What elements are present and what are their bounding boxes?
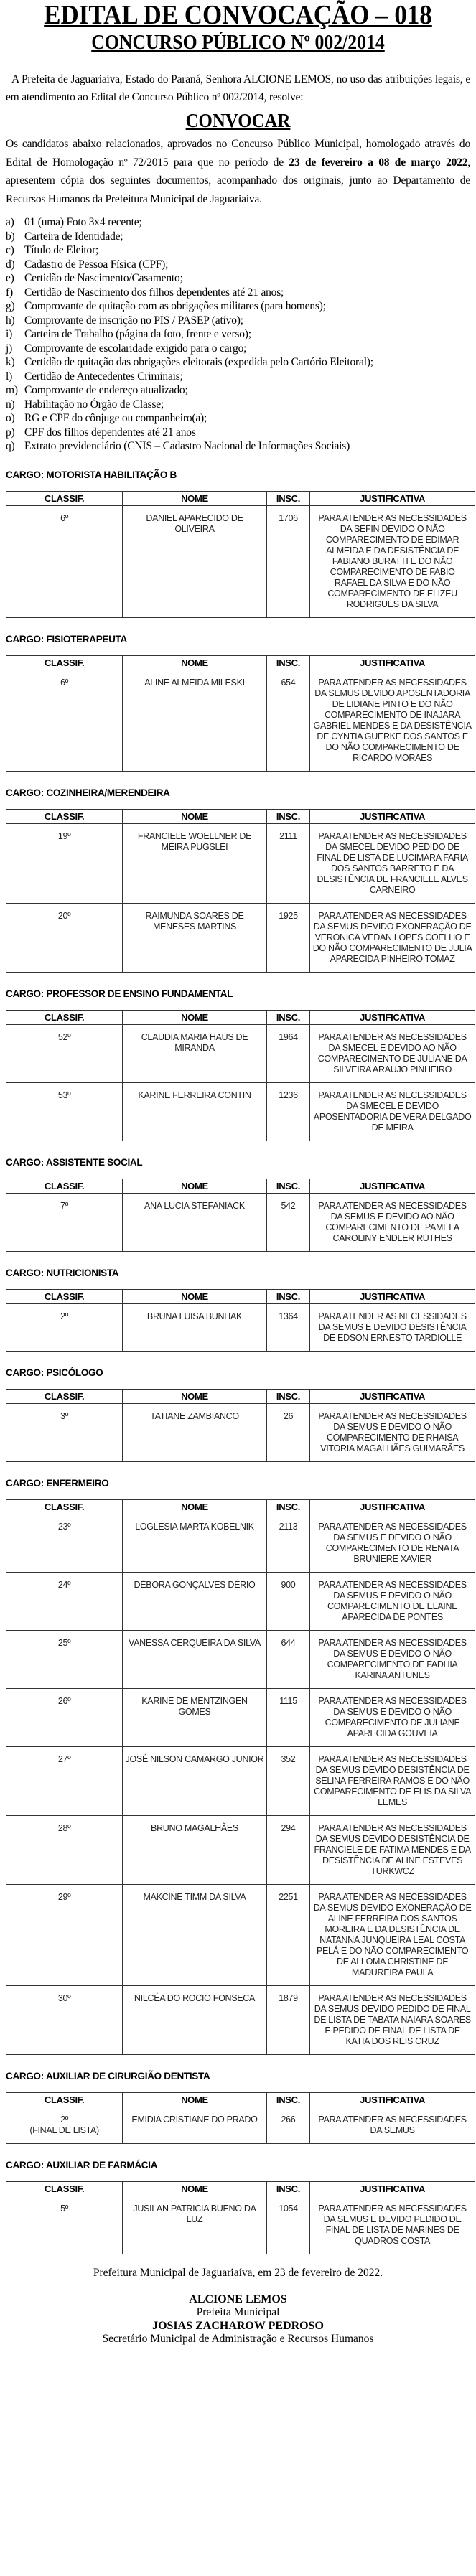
cell-justificativa: PARA ATENDER AS NECESSIDADES DA SMECEL E DEVIDO AO NÃO COMPARECIMENTO DE JULIANE DA SILVEIRA ARAUJO PINHEIRO — [310, 1024, 475, 1082]
document-title: EDITAL DE CONVOCAÇÃO – 018 — [44, 0, 432, 30]
classif-value: 26º — [57, 1695, 71, 1706]
candidates-table — [6, 1499, 475, 2055]
table-row — [6, 1985, 475, 2054]
document-item-letter: l) — [6, 370, 13, 383]
cell-nome: VANESSA CERQUEIRA DA SILVA — [123, 1630, 267, 1688]
document-item-letter: k) — [6, 356, 15, 368]
document-item-letter: p) — [6, 426, 15, 439]
classif-value: 20º — [57, 910, 71, 921]
intro-paragraph: A Prefeita de Jaguariaíva, Estado do Paraná, Senhora ALCIONE LEMOS, no uso das atribuições legais, e em atendimento ao Edital de Concurso Público nº 002/2014, resolve: — [6, 73, 470, 103]
cell-nome: BRUNA LUISA BUNHAK — [123, 1303, 267, 1351]
document-item — [6, 299, 476, 314]
document-item-text: Cadastro de Pessoa Física (CPF); — [24, 258, 169, 271]
header-nome: NOME — [123, 2181, 267, 2196]
header-insc: INSC. — [266, 2181, 309, 2196]
table-header-row — [6, 2092, 475, 2107]
header-insc: INSC. — [266, 1179, 309, 1193]
document-item — [6, 327, 476, 342]
table-header-row — [6, 655, 475, 670]
cell-classif — [6, 2196, 123, 2254]
cell-classif — [6, 823, 123, 903]
cell-insc: 1364 — [266, 1303, 309, 1351]
header-justificativa: JUSTIFICATIVA — [310, 1499, 475, 1514]
document-item-letter: n) — [6, 398, 15, 411]
candidates-table — [6, 2181, 475, 2254]
classif-value: 3º — [60, 1410, 69, 1421]
header-justificativa: JUSTIFICATIVA — [310, 809, 475, 823]
classif-value: 6º — [60, 512, 69, 523]
header-justificativa: JUSTIFICATIVA — [310, 491, 475, 505]
document-item — [6, 355, 476, 370]
convocar-heading: CONVOCAR — [185, 110, 291, 131]
header-classif: CLASSIF. — [6, 809, 123, 823]
classif-value: 23º — [57, 1521, 71, 1532]
cell-insc: 644 — [266, 1630, 309, 1688]
header-nome: NOME — [123, 1179, 267, 1193]
table-header-row — [6, 1010, 475, 1024]
cell-nome: ANA LUCIA STEFANIACK — [123, 1193, 267, 1251]
header-insc: INSC. — [266, 1389, 309, 1403]
cell-insc: 352 — [266, 1746, 309, 1815]
document-item-letter: m) — [6, 384, 18, 396]
cell-classif — [6, 505, 123, 617]
cell-justificativa: PARA ATENDER AS NECESSIDADES DA SEMUS DEVIDO DESISTÊNCIA DE FRANCIELE DE FATIMA MENDES E DA DESISTÊNCIA DE ALINE ESTEVES TURKWCZ — [310, 1815, 475, 1884]
candidates-table — [6, 491, 475, 618]
document-item — [6, 243, 476, 258]
table-row — [6, 823, 475, 903]
paragraph-text-after: , apresentem cópia dos seguintes documentos, acompanhado dos originais, junto ao Departamento de Recursos Humanos da Prefeitura Municipal de Jaguariaíva. — [6, 156, 470, 205]
paragraph-period: 23 de fevereiro a 08 de março 2022 — [289, 156, 468, 169]
table-row — [6, 1303, 475, 1351]
table-row — [6, 670, 475, 771]
header-nome: NOME — [123, 491, 267, 505]
header-insc: INSC. — [266, 2092, 309, 2107]
cell-justificativa: PARA ATENDER AS NECESSIDADES DA SEMUS DEVIDO EXONERAÇÃO DE VERONICA VEDAN LOPES COELHO E DO NÃO COMPARECIMENTO DE JULIA APARECIDA PINHEIRO TOMAZ — [310, 903, 475, 972]
signer2-role: Secretário Municipal de Administração e Recursos Humanos — [102, 2333, 374, 2345]
cell-insc: 2251 — [266, 1884, 309, 1985]
cell-justificativa: PARA ATENDER AS NECESSIDADES DA SMECEL E DEVIDO APOSENTADORIA DE VERA DELGADO DE MEIRA — [310, 1082, 475, 1141]
header-insc: INSC. — [266, 809, 309, 823]
classif-value: 27º — [57, 1753, 71, 1764]
table-header-row — [6, 809, 475, 823]
document-item-text: Título de Eleitor; — [24, 244, 99, 256]
table-header-row — [6, 2181, 475, 2196]
cell-insc: 1054 — [266, 2196, 309, 2254]
cell-classif — [6, 670, 123, 771]
document-item-text: Certidão de Nascimento dos filhos dependentes até 21 anos; — [24, 286, 284, 299]
cell-classif — [6, 1303, 123, 1351]
signer1-role: Prefeita Municipal — [196, 2306, 280, 2318]
cell-insc: 542 — [266, 1193, 309, 1251]
cell-nome: FRANCIELE WOELLNER DE MEIRA PUGSLEI — [123, 823, 267, 903]
cell-classif — [6, 1985, 123, 2054]
classif-value: 6º — [60, 677, 69, 688]
table-row — [6, 1630, 475, 1688]
cell-nome: MAKCINE TIMM DA SILVA — [123, 1884, 267, 1985]
cell-classif — [6, 1884, 123, 1985]
cell-nome: DANIEL APARECIDO DE OLIVEIRA — [123, 505, 267, 617]
cargo-heading: CARGO: NUTRICIONISTA — [6, 1267, 119, 1278]
document-item-text: Certidão de quitação das obrigações eleitorais (expedida pelo Cartório Eleitoral); — [24, 356, 373, 368]
header-insc: INSC. — [266, 491, 309, 505]
cargo-heading: CARGO: ENFERMEIRO — [6, 1477, 109, 1489]
cell-nome: DÉBORA GONÇALVES DÉRIO — [123, 1572, 267, 1630]
documents-list — [6, 215, 476, 454]
header-classif: CLASSIF. — [6, 2092, 123, 2107]
cell-justificativa: PARA ATENDER AS NECESSIDADES DA SEMUS E DEVIDO DESISTÊNCIA DE EDSON ERNESTO TARDIOLLE — [310, 1303, 475, 1351]
document-item-text: Comprovante de quitação com as obrigações militares (para homens); — [24, 300, 326, 312]
classif-value: 7º — [60, 1200, 69, 1211]
table-row — [6, 1403, 475, 1461]
document-item-letter: q) — [6, 440, 15, 452]
cell-classif — [6, 903, 123, 972]
header-nome: NOME — [123, 1389, 267, 1403]
classif-value: 53º — [57, 1090, 71, 1100]
cell-classif — [6, 1024, 123, 1082]
cargo-heading: CARGO: AUXILIAR DE FARMÁCIA — [6, 2159, 158, 2170]
table-header-row — [6, 1179, 475, 1193]
cell-classif — [6, 1630, 123, 1688]
header-classif: CLASSIF. — [6, 1389, 123, 1403]
cell-classif — [6, 1403, 123, 1461]
document-item-letter: g) — [6, 300, 15, 312]
cell-classif — [6, 1193, 123, 1251]
document-item-text: Comprovante de escolaridade exigido para o cargo; — [24, 342, 247, 355]
document-item — [6, 258, 476, 272]
document-item-letter: i) — [6, 328, 13, 340]
cargo-heading: CARGO: PSICÓLOGO — [6, 1367, 103, 1378]
document-item-text: Comprovante de inscrição no PIS / PASEP (ativo); — [24, 314, 243, 327]
cell-justificativa: PARA ATENDER AS NECESSIDADES DA SEMUS DEVIDO APOSENTADORIA DE LIDIANE PINTO E DO NÃO COMPARECIMENTO DE INAJARA GABRIEL MENDES E DA DESISTÊNCIA DE CYNTIA GUERKE DOS SANTOS E DO NÃO COMPARECIMENTO DE RICARDO MORAES — [310, 670, 475, 771]
header-justificativa: JUSTIFICATIVA — [310, 1389, 475, 1403]
table-row — [6, 1082, 475, 1141]
cell-classif — [6, 1815, 123, 1884]
cargo-heading: CARGO: MOTORISTA HABILITAÇÃO B — [6, 469, 177, 480]
header-justificativa: JUSTIFICATIVA — [310, 1289, 475, 1303]
table-row — [6, 2196, 475, 2254]
table-header-row — [6, 1389, 475, 1403]
footer — [0, 2266, 476, 2346]
document-item-letter: j) — [6, 342, 13, 355]
header-nome: NOME — [123, 1010, 267, 1024]
classif-value: 30º — [57, 1992, 71, 2003]
cell-nome: KARINE DE MENTZINGEN GOMES — [123, 1688, 267, 1746]
header-nome: NOME — [123, 655, 267, 670]
cell-insc: 1706 — [266, 505, 309, 617]
header-nome: NOME — [123, 2092, 267, 2107]
cargo-heading: CARGO: AUXILIAR DE CIRURGIÃO DENTISTA — [6, 2070, 210, 2081]
cell-justificativa: PARA ATENDER AS NECESSIDADES DA SEMUS E DEVIDO O NÃO COMPARECIMENTO DE RENATA BRUNIERE XAVIER — [310, 1514, 475, 1572]
cell-justificativa: PARA ATENDER AS NECESSIDADES DA SEMUS DEVIDO PEDIDO DE FINAL DE LISTA DE TABATA NAIARA SOARES E PEDIDO DE FINAL DE LISTA DE KATIA DOS REIS CRUZ — [310, 1985, 475, 2054]
cell-insc: 1925 — [266, 903, 309, 972]
classif-value: 25º — [57, 1637, 71, 1648]
signer2-name: JOSIAS ZACHAROW PEDROSO — [152, 2319, 324, 2332]
table-row — [6, 1193, 475, 1251]
cell-classif — [6, 1746, 123, 1815]
signer1-name: ALCIONE LEMOS — [189, 2292, 287, 2305]
cell-classif — [6, 1688, 123, 1746]
header-nome: NOME — [123, 1499, 267, 1514]
table-row — [6, 903, 475, 972]
document-item-text: Extrato previdenciário (CNIS – Cadastro Nacional de Informações Sociais) — [24, 440, 350, 452]
cell-insc: 1236 — [266, 1082, 309, 1141]
document-item-text: Carteira de Identidade; — [24, 230, 123, 243]
cell-justificativa: PARA ATENDER AS NECESSIDADES DA SEMUS E DEVIDO O NÃO COMPARECIMENTO DE RHAISA VITORIA MAGALHÃES GUIMARÃES — [310, 1403, 475, 1461]
classif-value: 19º — [57, 830, 71, 841]
paragraph-text-before: Os candidatos abaixo relacionados, aprovados no Concurso Público Municipal, homologado através do Edital de Homologação nº 72/2015 para que no período de — [6, 138, 470, 169]
document-item — [6, 439, 476, 454]
cell-insc: 2111 — [266, 823, 309, 903]
header-insc: INSC. — [266, 655, 309, 670]
cell-nome: EMIDIA CRISTIANE DO PRADO — [123, 2107, 267, 2143]
classif-value: 2º — [60, 1311, 69, 1321]
table-header-row — [6, 1499, 475, 1514]
cell-classif — [6, 1572, 123, 1630]
header-justificativa: JUSTIFICATIVA — [310, 2181, 475, 2196]
candidates-table — [6, 1289, 475, 1352]
header-justificativa: JUSTIFICATIVA — [310, 655, 475, 670]
header-insc: INSC. — [266, 1499, 309, 1514]
document-item-text: CPF dos filhos dependentes até 21 anos — [24, 426, 196, 439]
cell-justificativa: PARA ATENDER AS NECESSIDADES DA SEMUS — [310, 2107, 475, 2143]
cell-insc: 900 — [266, 1572, 309, 1630]
cell-justificativa: PARA ATENDER AS NECESSIDADES DA SEMUS E DEVIDO PEDIDO DE FINAL DE LISTA DE MARINES DE QUADROS COSTA — [310, 2196, 475, 2254]
header-classif: CLASSIF. — [6, 491, 123, 505]
header-classif: CLASSIF. — [6, 655, 123, 670]
header-insc: INSC. — [266, 1010, 309, 1024]
cargo-heading: CARGO: FISIOTERAPEUTA — [6, 633, 127, 645]
document-item-letter: f) — [6, 286, 13, 299]
document-item — [6, 383, 476, 398]
header-nome: NOME — [123, 1289, 267, 1303]
document-item — [6, 286, 476, 300]
cell-nome: TATIANE ZAMBIANCO — [123, 1403, 267, 1461]
header-justificativa: JUSTIFICATIVA — [310, 1179, 475, 1193]
document-item-letter: h) — [6, 314, 15, 327]
classif-value: 2º — [60, 2114, 69, 2125]
document-item-text: RG e CPF do cônjuge ou companheiro(a); — [24, 412, 207, 424]
candidates-table — [6, 655, 475, 772]
document-item-letter: o) — [6, 412, 15, 424]
cargos-section — [0, 469, 476, 2254]
cell-nome: ALINE ALMEIDA MILESKI — [123, 670, 267, 771]
header-classif: CLASSIF. — [6, 2181, 123, 2196]
candidates-table — [6, 2092, 475, 2144]
document-item-letter: e) — [6, 272, 14, 284]
document-item — [6, 370, 476, 384]
cargo-heading: CARGO: COZINHEIRA/MERENDEIRA — [6, 787, 170, 798]
document-item-letter: a) — [6, 216, 14, 228]
cell-justificativa: PARA ATENDER AS NECESSIDADES DA SEMUS E DEVIDO O NÃO COMPARECIMENTO DE FADHIA KARINA ANTUNES — [310, 1630, 475, 1688]
cell-nome: NILCÉA DO ROCIO FONSECA — [123, 1985, 267, 2054]
cell-nome: KARINE FERREIRA CONTIN — [123, 1082, 267, 1141]
cargo-heading: CARGO: PROFESSOR DE ENSINO FUNDAMENTAL — [6, 988, 233, 999]
document-item — [6, 230, 476, 244]
table-row — [6, 1024, 475, 1082]
document-subtitle: CONCURSO PÚBLICO Nº 002/2014 — [91, 32, 385, 54]
classif-value: 52º — [57, 1031, 71, 1042]
document-item-text: Habilitação no Órgão de Classe; — [24, 398, 164, 411]
cell-insc: 654 — [266, 670, 309, 771]
document-item-text: Carteira de Trabalho (página da foto, frente e verso); — [24, 328, 251, 340]
document-item-letter: b) — [6, 230, 15, 243]
table-row — [6, 2107, 475, 2143]
header-classif: CLASSIF. — [6, 1179, 123, 1193]
classif-value: 29º — [57, 1891, 71, 1902]
cell-insc: 1115 — [266, 1688, 309, 1746]
table-row — [6, 505, 475, 617]
cell-nome: JUSILAN PATRICIA BUENO DA LUZ — [123, 2196, 267, 2254]
document-item — [6, 215, 476, 230]
cell-insc: 26 — [266, 1403, 309, 1461]
cell-classif — [6, 2107, 123, 2143]
document-item-text: Certidão de Antecedentes Criminais; — [24, 370, 183, 383]
document-item-text: 01 (uma) Foto 3x4 recente; — [24, 216, 142, 228]
candidates-table — [6, 1010, 475, 1141]
document-item — [6, 342, 476, 356]
classif-value: 24º — [57, 1579, 71, 1590]
cell-nome: LOGLESIA MARTA KOBELNIK — [123, 1514, 267, 1572]
candidates-table — [6, 1389, 475, 1462]
cell-insc: 1879 — [266, 1985, 309, 2054]
document-item-letter: c) — [6, 244, 14, 256]
cell-justificativa: PARA ATENDER AS NECESSIDADES DA SEMUS E DEVIDO O NÃO COMPARECIMENTO DE ELAINE APARECIDA DE PONTES — [310, 1572, 475, 1630]
header-classif: CLASSIF. — [6, 1010, 123, 1024]
table-row — [6, 1514, 475, 1572]
candidates-table — [6, 1179, 475, 1252]
cell-justificativa: PARA ATENDER AS NECESSIDADES DA SEFIN DEVIDO O NÃO COMPARECIMENTO DE EDIMAR ALMEIDA E DA DESISTÊNCIA DE FABIANO BURATTI E DO NÃO COMPARECIMENTO DE FABIO RAFAEL DA SILVA E DO NÃO COMPARECIMENTO DE ELIZEU RODRIGUES DA SILVA — [310, 505, 475, 617]
header-justificativa: JUSTIFICATIVA — [310, 2092, 475, 2107]
classif-value: 28º — [57, 1822, 71, 1833]
classif-note: (FINAL DE LISTA) — [29, 2125, 99, 2135]
cell-justificativa: PARA ATENDER AS NECESSIDADES DA SEMUS E DEVIDO O NÃO COMPARECIMENTO DE JULIANE APARECIDA GOUVEIA — [310, 1688, 475, 1746]
classif-value: 5º — [60, 2203, 69, 2214]
header-classif: CLASSIF. — [6, 1289, 123, 1303]
cell-insc: 266 — [266, 2107, 309, 2143]
header-justificativa: JUSTIFICATIVA — [310, 1010, 475, 1024]
cell-justificativa: PARA ATENDER AS NECESSIDADES DA SEMUS E DEVIDO AO NÃO COMPARECIMENTO DE PAMELA CAROLINY ENDLER RUTHES — [310, 1193, 475, 1251]
header-classif: CLASSIF. — [6, 1499, 123, 1514]
cell-nome: RAIMUNDA SOARES DE MENESES MARTINS — [123, 903, 267, 972]
table-row — [6, 1688, 475, 1746]
header-nome: NOME — [123, 809, 267, 823]
header-insc: INSC. — [266, 1289, 309, 1303]
cell-nome: CLAUDIA MARIA HAUS DE MIRANDA — [123, 1024, 267, 1082]
cargo-heading: CARGO: ASSISTENTE SOCIAL — [6, 1156, 143, 1168]
document-item — [6, 411, 476, 426]
cell-classif — [6, 1514, 123, 1572]
signatures — [0, 2293, 476, 2346]
cell-insc: 1964 — [266, 1024, 309, 1082]
candidates-table — [6, 809, 475, 973]
cell-nome: JOSÉ NILSON CAMARGO JUNIOR — [123, 1746, 267, 1815]
table-header-row — [6, 491, 475, 505]
convocation-paragraph — [6, 135, 470, 208]
table-header-row — [6, 1289, 475, 1303]
document-item-text: Comprovante de endereço atualizado; — [24, 384, 188, 396]
document-item — [6, 271, 476, 286]
document-item-text: Certidão de Nascimento/Casamento; — [24, 272, 183, 284]
cell-justificativa: PARA ATENDER AS NECESSIDADES DA SEMUS DEVIDO DESISTÊNCIA DE SELINA FERREIRA RAMOS E DO NÃO COMPARECIMENTO DE ELIS DA SILVA LEMES — [310, 1746, 475, 1815]
table-row — [6, 1884, 475, 1985]
table-row — [6, 1572, 475, 1630]
cell-insc: 294 — [266, 1815, 309, 1884]
document-item — [6, 398, 476, 412]
document-item-letter: d) — [6, 258, 15, 271]
cell-insc: 2113 — [266, 1514, 309, 1572]
document-item — [6, 314, 476, 328]
cell-nome: BRUNO MAGALHÃES — [123, 1815, 267, 1884]
place-date: Prefeitura Municipal de Jaguariaíva, em 23 de fevereiro de 2022. — [93, 2266, 383, 2279]
cell-classif — [6, 1082, 123, 1141]
table-row — [6, 1815, 475, 1884]
cell-justificativa: PARA ATENDER AS NECESSIDADES DA SEMUS DEVIDO EXONERAÇÃO DE ALINE FERREIRA DOS SANTOS MOREIRA E DA DESISTÊNCIA DE NATANNA JUNQUEIRA LEAL COSTA PELÁ E DO NÃO COMPARECIMENTO DE ALLOMA CHRISTINE DE MADUREIRA PAULA — [310, 1884, 475, 1985]
document-item — [6, 426, 476, 440]
table-row — [6, 1746, 475, 1815]
cell-justificativa: PARA ATENDER AS NECESSIDADES DA SMECEL DEVIDO PEDIDO DE FINAL DE LISTA DE LUCIMARA FARIA DOS SANTOS BARRETO E DA DESISTÊNCIA DE FRANCIELE ALVES CARNEIRO — [310, 823, 475, 903]
